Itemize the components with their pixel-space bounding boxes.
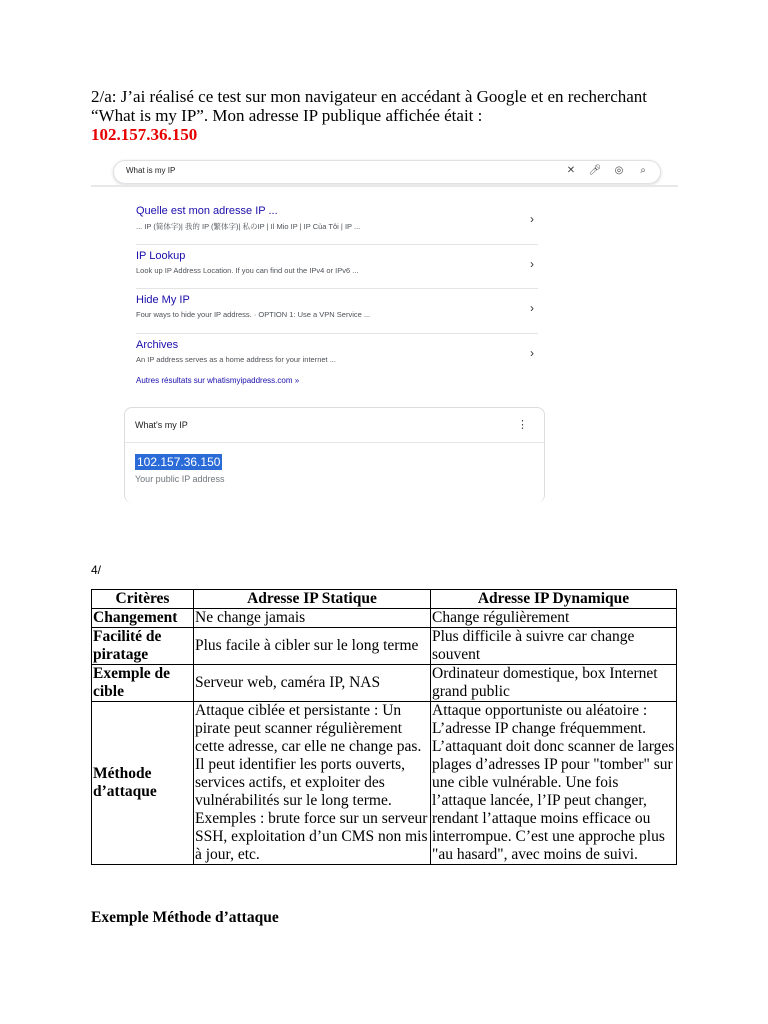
result-title: Quelle est mon adresse IP ... [136,205,278,217]
public-ip-highlight: 102.157.36.150 [91,125,198,144]
result-title: IP Lookup [136,249,186,262]
table-header-row [92,590,677,609]
google-search-screenshot [91,160,678,500]
header-dynamic: Adresse IP Dynamique [431,590,677,609]
static-cell: Ne change jamais [194,609,431,628]
criterion-cell: Facilité de piratage [92,628,194,665]
close-icon: ✕ [566,165,576,176]
more-results-link: Autres résultats sur whatismyipaddress.com » [136,376,300,385]
dynamic-cell: Plus difficile à suivre car change souvent [431,628,677,665]
camera-icon: ◎ [614,165,624,176]
result-title: Archives [136,338,179,351]
dynamic-cell: Attaque opportuniste ou aléatoire : L’adresse IP change fréquemment. L’attaquant doit donc scanner de larges plages d’adresses IP pour "tomber" sur une cible vulnérable. Une fois l’attaque lancée, l’IP peut changer, rendant l’attaque moins efficace ou interrompue. C’est une approche plus "au hasard", avec moins de suivi. [431,702,677,865]
intro-paragraph [91,87,691,144]
table-row [92,628,677,665]
result-desc: ... IP (简体字)| 我的 IP (繁体字)| 私のIP | Il Mio IP | IP Của Tôi | IP ... [136,222,361,231]
header-static: Adresse IP Statique [194,590,431,609]
chevron-right-icon: › [530,345,534,360]
card-title: What's my IP [135,420,188,430]
search-result [136,334,538,378]
card-subtitle: Your public IP address [135,474,225,484]
search-result [136,200,538,245]
section-heading: Exemple Méthode d’attaque [91,909,279,926]
divider [91,185,678,187]
result-list [136,200,538,377]
static-cell: Attaque ciblée et persistante : Un pirate peut scanner régulièrement cette adresse, car elle ne change pas. Il peut identifier les ports ouverts, services actifs, et exploiter des vulnérabilités sur le long terme. Exemples : brute force sur un serveur SSH, exploitation d’un CMS non mis à jour, etc. [194,702,431,865]
search-icon: ⌕ [640,165,646,176]
table-row [92,665,677,702]
search-result [136,245,538,290]
more-vert-icon: ⋮ [517,419,528,431]
card-ip-value: 102.157.36.150 [137,455,221,469]
search-query: What is my IP [126,166,176,175]
chevron-right-icon: › [530,212,534,226]
dynamic-cell: Ordinateur domestique, box Internet grand public [431,665,677,702]
result-desc: Four ways to hide your IP address. · OPTION 1: Use a VPN Service ... [136,310,371,319]
microphone-icon: 🎤︎ [588,165,602,176]
static-cell: Serveur web, caméra IP, NAS [194,665,431,702]
comparison-table [91,589,677,865]
search-bar [113,160,661,184]
chevron-right-icon: › [530,256,534,271]
search-result [136,289,538,334]
result-title: Hide My IP [136,294,190,306]
table-row [92,702,677,865]
result-desc: Look up IP Address Location. If you can find out the IPv4 or IPv6 ... [136,265,359,275]
static-cell: Plus facile à cibler sur le long terme [194,628,431,665]
criterion-cell: Méthode d’attaque [92,702,194,865]
dynamic-cell: Change régulièrement [431,609,677,628]
card-divider [125,442,544,443]
result-desc: An IP address serves as a home address for your internet ... [136,354,336,364]
criterion-cell: Changement [92,609,194,628]
chevron-right-icon: › [530,301,534,315]
section-number: 4/ [91,563,102,577]
whats-my-ip-card [124,407,545,503]
intro-text: 2/a: J’ai réalisé ce test sur mon navigateur en accédant à Google et en recherchant “What is my IP”. Mon adresse IP publique affichée était : [91,87,648,125]
header-criteres: Critères [92,590,194,609]
table-row [92,609,677,628]
criterion-cell: Exemple de cible [92,665,194,702]
